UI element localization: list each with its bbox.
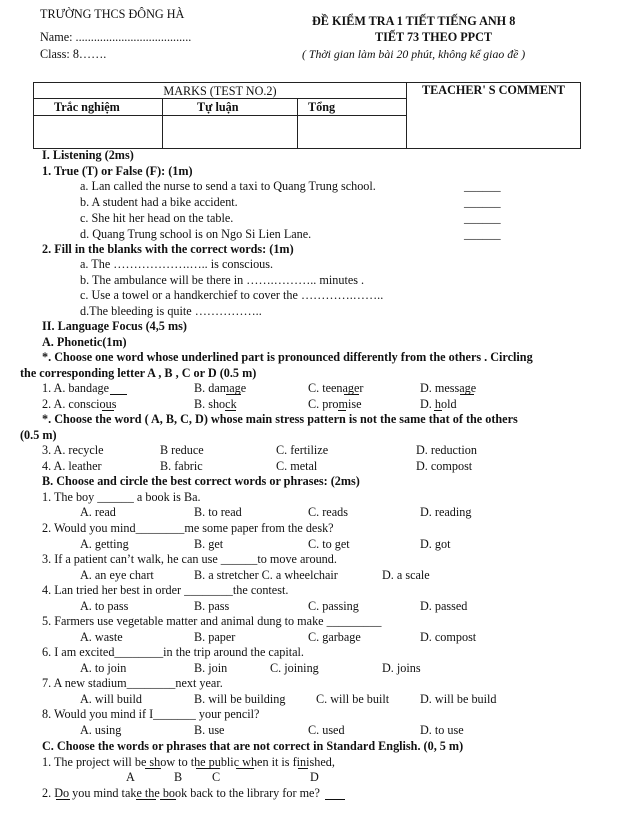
option[interactable]: 3. A. recycle — [42, 443, 104, 457]
option[interactable]: D. passed — [420, 599, 468, 613]
option[interactable]: D. to use — [420, 723, 464, 737]
option[interactable]: D. a scale — [382, 568, 430, 582]
underline-mark — [196, 768, 220, 769]
tf-answer-blank[interactable]: ______ — [464, 211, 501, 225]
option[interactable]: 1. A. bandage — [42, 381, 110, 395]
marks-title: MARKS (TEST NO.2) — [34, 83, 407, 99]
tf-heading: 1. True (T) or False (F): (1m) — [42, 164, 193, 178]
error-letter[interactable]: D — [310, 770, 319, 784]
option[interactable]: B. get — [194, 537, 224, 551]
tf-item: b. A student had a bike accident. — [80, 195, 238, 209]
class-label: Class: 8……. — [40, 47, 107, 61]
option[interactable]: D. message — [420, 381, 477, 395]
error-question: 2. Do you mind take the book back to the library for me? — [42, 786, 320, 800]
underline-mark — [226, 394, 241, 395]
option[interactable]: C. to get — [308, 537, 350, 551]
option[interactable]: A. to join — [80, 661, 127, 675]
option[interactable]: A. will build — [80, 692, 142, 706]
question-text: 5. Farmers use vegetable matter and animal dung to make _________ — [42, 614, 382, 628]
option[interactable]: B. shock — [194, 397, 237, 411]
tf-item: c. She hit her head on the table. — [80, 211, 234, 225]
option[interactable]: D. hold — [420, 397, 457, 411]
option[interactable]: D. joins — [382, 661, 421, 675]
option[interactable]: C. will be built — [316, 692, 390, 706]
option[interactable]: 4. A. leather — [42, 459, 102, 473]
col-total: Tổng — [298, 99, 407, 116]
option[interactable]: B. pass — [194, 599, 230, 613]
option[interactable]: D. reduction — [416, 443, 477, 457]
option[interactable]: C. passing — [308, 599, 359, 613]
option[interactable]: C. used — [308, 723, 345, 737]
exam-title: ĐỀ KIỂM TRA 1 TIẾT TIẾNG ANH 8 — [312, 14, 516, 28]
error-heading: C. Choose the words or phrases that are not correct in Standard English. (0, 5 m) — [42, 739, 464, 753]
question-text: 3. If a patient can’t walk, he can use ______to move around. — [42, 552, 337, 566]
option[interactable]: B reduce — [160, 443, 204, 457]
error-letter[interactable]: A — [126, 770, 135, 784]
option[interactable]: B. use — [194, 723, 225, 737]
language-focus-heading: II. Language Focus (4,5 ms) — [42, 319, 187, 333]
option[interactable]: C. reads — [308, 505, 348, 519]
underline-mark — [110, 394, 127, 395]
option[interactable]: C. fertilize — [276, 443, 329, 457]
underline-mark — [338, 410, 346, 411]
error-question: 1. The project will be show to the public when it is finished, — [42, 755, 335, 769]
underline-mark — [325, 799, 345, 800]
option[interactable]: A. getting — [80, 537, 129, 551]
pron-instruction: *. Choose one word whose underlined part is pronounced differently from the others . Circling — [42, 350, 533, 364]
col-multiple-choice: Trắc nghiệm — [34, 99, 163, 116]
question-text: 4. Lan tried her best in order ________the contest. — [42, 583, 289, 597]
option[interactable]: B. paper — [194, 630, 236, 644]
time-note: ( Thời gian làm bài 20 phút, không kể giao đề ) — [302, 47, 526, 61]
option[interactable]: D. compost — [420, 630, 477, 644]
school-name: TRƯỜNG THCS ĐÔNG HÀ — [40, 7, 185, 21]
option[interactable]: C. garbage — [308, 630, 361, 644]
underline-mark — [56, 799, 70, 800]
option[interactable]: D. reading — [420, 505, 472, 519]
underline-mark — [344, 394, 359, 395]
option[interactable]: C. teenager — [308, 381, 364, 395]
tf-answer-blank[interactable]: ______ — [464, 179, 501, 193]
question-text: 1. The boy ______ a book is Ba. — [42, 490, 201, 504]
underline-mark — [225, 410, 236, 411]
option[interactable]: B. will be building — [194, 692, 286, 706]
option[interactable]: C. metal — [276, 459, 318, 473]
tf-answer-blank[interactable]: ______ — [464, 195, 501, 209]
underline-mark — [236, 768, 254, 769]
option[interactable]: B. fabric — [160, 459, 203, 473]
option[interactable]: A. using — [80, 723, 122, 737]
marks-table — [33, 82, 581, 149]
error-letter[interactable]: B — [174, 770, 183, 784]
score-box-3[interactable] — [298, 116, 407, 149]
teacher-comment-cell — [407, 83, 581, 149]
option[interactable]: C. promise — [308, 397, 362, 411]
underline-mark — [145, 768, 161, 769]
fill-item: c. Use a towel or a handkerchief to cover the ………….…….. — [80, 288, 384, 302]
phonetic-heading: A. Phonetic(1m) — [42, 335, 127, 349]
fill-item: b. The ambulance will be there in …….……….. minutes . — [80, 273, 365, 287]
name-label: Name: ...................................... — [40, 30, 192, 44]
question-text: 8. Would you mind if I_______ your pencil? — [42, 707, 260, 721]
fill-item: a. The ……………….….. is conscious. — [80, 257, 274, 271]
question-text: 7. A new stadium________next year. — [42, 676, 223, 690]
score-box-2[interactable] — [163, 116, 298, 149]
question-text: 6. I am excited________in the trip around the capital. — [42, 645, 304, 659]
option[interactable]: 2. A. conscious — [42, 397, 117, 411]
choose-heading: B. Choose and circle the best correct words or phrases: (2ms) — [42, 474, 360, 488]
option[interactable]: A. to pass — [80, 599, 129, 613]
stress-instruction: *. Choose the word ( A, B, C, D) whose main stress pattern is not the same that of the others — [42, 412, 518, 426]
stress-instruction-cont: (0.5 m) — [20, 428, 57, 442]
score-box-1[interactable] — [34, 116, 163, 149]
option[interactable]: A. an eye chart — [80, 568, 154, 582]
option[interactable]: B. a stretcher C. a wheelchair — [194, 568, 338, 582]
option[interactable]: B. join — [194, 661, 228, 675]
underline-mark — [160, 799, 176, 800]
period-label: TIẾT 73 THEO PPCT — [375, 30, 493, 44]
underline-mark — [434, 410, 442, 411]
option[interactable]: D. will be build — [420, 692, 497, 706]
listening-heading: I. Listening (2ms) — [42, 148, 134, 162]
tf-item: d. Quang Trung school is on Ngo Si Lien Lane. — [80, 227, 312, 241]
col-essay: Tự luận — [163, 99, 298, 116]
underline-mark — [136, 799, 156, 800]
pron-instruction-cont: the corresponding letter A , B , C or D (0.5 m) — [20, 366, 257, 380]
underline-mark — [298, 768, 308, 769]
option[interactable]: D. compost — [416, 459, 473, 473]
fill-item: d.The bleeding is quite …………….. — [80, 304, 262, 318]
option[interactable]: B. damage — [194, 381, 247, 395]
teacher-comment-title: TEACHER' S COMMENT — [422, 83, 565, 97]
underline-mark — [460, 394, 474, 395]
option[interactable]: C. joining — [270, 661, 319, 675]
option[interactable]: A. waste — [80, 630, 123, 644]
fill-heading: 2. Fill in the blanks with the correct words: (1m) — [42, 242, 294, 256]
option[interactable]: B. to read — [194, 505, 242, 519]
option[interactable]: A. read — [80, 505, 116, 519]
error-letter[interactable]: C — [212, 770, 221, 784]
question-text: 2. Would you mind________me some paper from the desk? — [42, 521, 334, 535]
tf-item: a. Lan called the nurse to send a taxi to Quang Trung school. — [80, 179, 376, 193]
underline-mark — [102, 410, 114, 411]
tf-answer-blank[interactable]: ______ — [464, 227, 501, 241]
option[interactable]: D. got — [420, 537, 451, 551]
